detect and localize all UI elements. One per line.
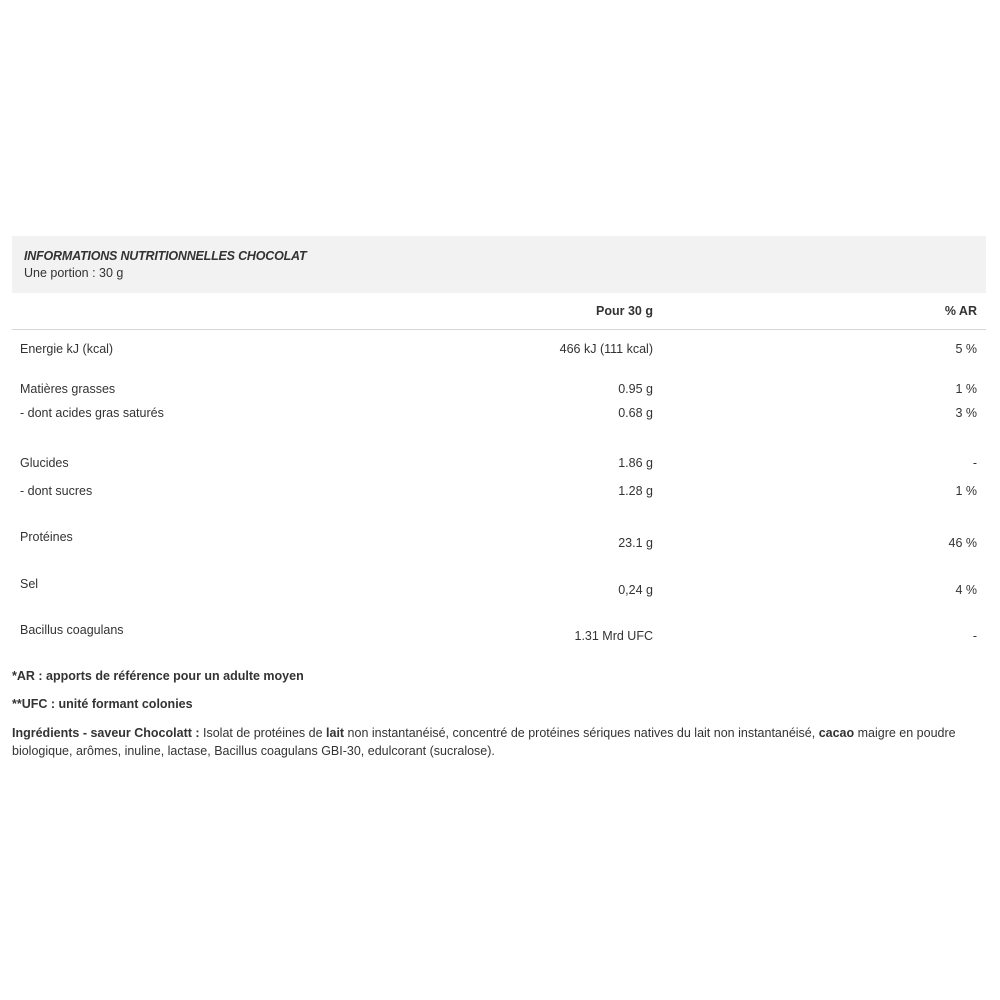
row-label: - dont acides gras saturés (20, 405, 164, 420)
table-header-row (12, 293, 986, 330)
row-value: 0,24 g (618, 582, 653, 597)
row-ar: 1 % (955, 381, 977, 396)
row-ar: 3 % (955, 405, 977, 420)
row-label: Bacillus coagulans (20, 622, 124, 637)
row-label: - dont sucres (20, 483, 93, 498)
table-row (12, 605, 986, 651)
ar-footnote: *AR : apports de référence pour un adulte moyen (12, 669, 304, 683)
nutrition-header (12, 236, 986, 293)
table-row (12, 558, 986, 605)
table-row (12, 476, 986, 506)
ufc-footnote: **UFC : unité formant colonies (12, 697, 193, 711)
row-value: 1.28 g (618, 483, 653, 498)
row-ar: 46 % (948, 535, 977, 550)
row-ar: 4 % (955, 582, 977, 597)
row-label: Glucides (20, 455, 69, 470)
row-label: Matières grasses (20, 381, 116, 396)
ingredients-part: maigre en poudre biologique, arômes, inuline, lactase, Bacillus coagulans GBI-30, edulcorant (sucralose). (12, 726, 956, 758)
ingredients-part: non instantanéisé, concentré de protéines sériques natives du lait non instantanéisé, (344, 726, 819, 740)
row-label: Sel (20, 576, 39, 591)
portion-size: Une portion : 30 g (24, 266, 124, 280)
ingredients-part: Isolat de protéines de (199, 726, 327, 740)
table-row (12, 428, 986, 476)
row-value: 466 kJ (111 kcal) (559, 341, 653, 356)
row-ar: - (972, 628, 977, 643)
row-ar: - (972, 455, 977, 470)
table-row (12, 368, 986, 398)
table-row (12, 330, 986, 368)
allergen-milk: lait (326, 726, 345, 740)
ingredients-text (12, 724, 988, 760)
row-label: Protéines (20, 529, 73, 544)
value-column-header: Pour 30 g (342, 293, 653, 330)
ingredient-cacao: cacao (818, 726, 855, 740)
footnotes (12, 668, 988, 760)
row-value: 23.1 g (618, 535, 653, 550)
row-value: 1.31 Mrd UFC (574, 628, 653, 643)
row-value: 0.68 g (618, 405, 653, 420)
table-row (12, 506, 986, 558)
row-label: Energie kJ (kcal) (20, 341, 114, 356)
ingredients-heading: Ingrédients - saveur Chocolatt : (12, 726, 200, 740)
row-value: 1.86 g (618, 455, 653, 470)
nutrition-title: INFORMATIONS NUTRITIONNELLES CHOCOLAT (24, 249, 307, 263)
nutrition-panel (12, 236, 986, 651)
row-value: 0.95 g (618, 381, 653, 396)
table-row (12, 398, 986, 428)
row-ar: 1 % (955, 483, 977, 498)
nutrition-table (12, 293, 986, 651)
row-ar: 5 % (955, 341, 977, 356)
label-column-header (12, 293, 342, 330)
ar-column-header: % AR (653, 293, 986, 330)
